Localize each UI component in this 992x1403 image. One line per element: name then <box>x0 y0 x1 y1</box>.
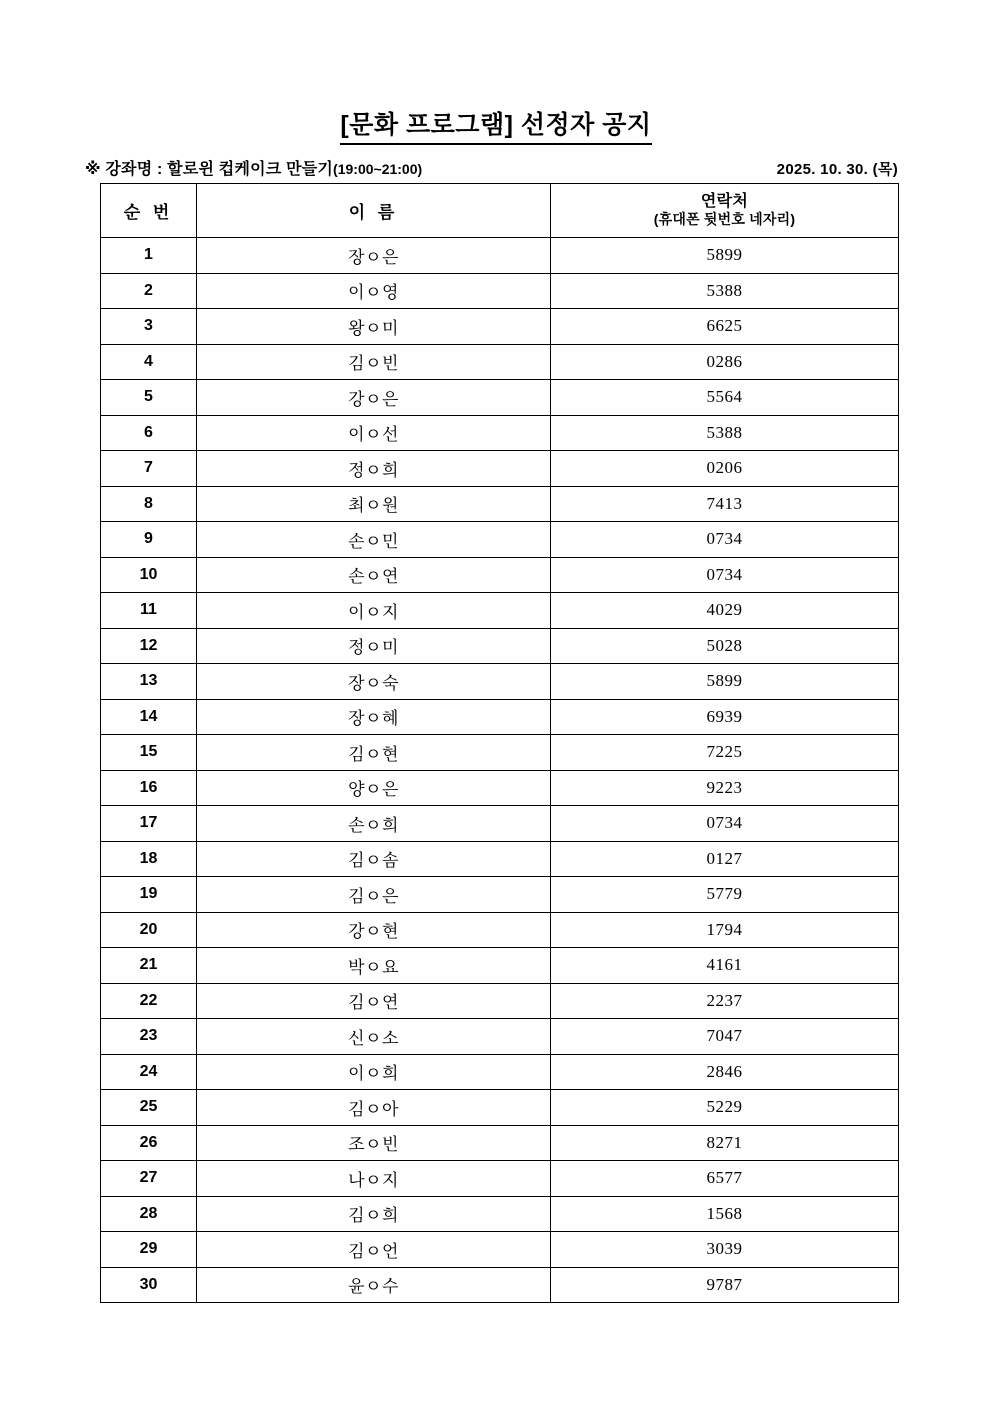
cell-name: 장ㅇ혜 <box>197 699 551 735</box>
cell-no: 24 <box>101 1054 197 1090</box>
table-row <box>101 273 899 309</box>
cell-no: 16 <box>101 770 197 806</box>
table-row <box>101 735 899 771</box>
cell-no: 7 <box>101 451 197 487</box>
cell-no: 13 <box>101 664 197 700</box>
cell-phone: 6939 <box>551 699 899 735</box>
course-name-label: ※ 강좌명 : 할로윈 컵케이크 만들기 <box>85 161 334 178</box>
table-row <box>101 451 899 487</box>
cell-phone: 4161 <box>551 948 899 984</box>
cell-name: 김ㅇ현 <box>197 735 551 771</box>
cell-phone: 0286 <box>551 344 899 380</box>
cell-phone: 0127 <box>551 841 899 877</box>
table-row <box>101 415 899 451</box>
cell-name: 이ㅇ지 <box>197 593 551 629</box>
table-row <box>101 1196 899 1232</box>
cell-name: 최ㅇ원 <box>197 486 551 522</box>
table-row <box>101 664 899 700</box>
selected-participants-table <box>100 183 899 1303</box>
cell-name: 김ㅇ연 <box>197 983 551 1019</box>
cell-phone: 5028 <box>551 628 899 664</box>
column-header-name: 이 름 <box>197 184 551 238</box>
table-row <box>101 1054 899 1090</box>
cell-no: 9 <box>101 522 197 558</box>
cell-no: 30 <box>101 1267 197 1303</box>
table-row <box>101 238 899 274</box>
cell-no: 4 <box>101 344 197 380</box>
table-row <box>101 948 899 984</box>
cell-no: 18 <box>101 841 197 877</box>
table-row <box>101 1161 899 1197</box>
cell-name: 윤ㅇ수 <box>197 1267 551 1303</box>
cell-no: 2 <box>101 273 197 309</box>
cell-name: 이ㅇ선 <box>197 415 551 451</box>
cell-name: 양ㅇ은 <box>197 770 551 806</box>
table-row <box>101 770 899 806</box>
cell-phone: 5388 <box>551 415 899 451</box>
cell-name: 박ㅇ요 <box>197 948 551 984</box>
cell-phone: 2237 <box>551 983 899 1019</box>
table-row <box>101 1125 899 1161</box>
cell-no: 28 <box>101 1196 197 1232</box>
column-header-no: 순 번 <box>101 184 197 238</box>
cell-name: 정ㅇ미 <box>197 628 551 664</box>
table-row <box>101 628 899 664</box>
cell-no: 27 <box>101 1161 197 1197</box>
cell-phone: 8271 <box>551 1125 899 1161</box>
cell-no: 10 <box>101 557 197 593</box>
cell-name: 손ㅇ민 <box>197 522 551 558</box>
cell-no: 3 <box>101 309 197 345</box>
page-title <box>0 110 992 145</box>
cell-name: 손ㅇ희 <box>197 806 551 842</box>
cell-name: 장ㅇ은 <box>197 238 551 274</box>
table-row <box>101 309 899 345</box>
table-row <box>101 983 899 1019</box>
cell-name: 강ㅇ은 <box>197 380 551 416</box>
page-title-text: [문화 프로그램] 선정자 공지 <box>340 110 651 145</box>
cell-phone: 6625 <box>551 309 899 345</box>
cell-phone: 7225 <box>551 735 899 771</box>
cell-no: 8 <box>101 486 197 522</box>
table-row <box>101 877 899 913</box>
table-row <box>101 1019 899 1055</box>
table-row <box>101 344 899 380</box>
cell-phone: 5779 <box>551 877 899 913</box>
cell-phone: 2846 <box>551 1054 899 1090</box>
table-row <box>101 806 899 842</box>
cell-no: 25 <box>101 1090 197 1126</box>
subtitle-row <box>85 156 898 179</box>
cell-no: 19 <box>101 877 197 913</box>
cell-phone: 7413 <box>551 486 899 522</box>
cell-phone: 1568 <box>551 1196 899 1232</box>
cell-name: 김ㅇ은 <box>197 877 551 913</box>
cell-phone: 6577 <box>551 1161 899 1197</box>
course-info <box>85 156 422 179</box>
column-header-phone-main: 연락처 <box>700 192 749 210</box>
cell-phone: 7047 <box>551 1019 899 1055</box>
cell-phone: 5229 <box>551 1090 899 1126</box>
table-row <box>101 557 899 593</box>
cell-no: 26 <box>101 1125 197 1161</box>
cell-phone: 5564 <box>551 380 899 416</box>
cell-name: 강ㅇ현 <box>197 912 551 948</box>
cell-no: 23 <box>101 1019 197 1055</box>
cell-phone: 5899 <box>551 238 899 274</box>
table-body <box>101 238 899 1303</box>
cell-name: 왕ㅇ미 <box>197 309 551 345</box>
table-row <box>101 522 899 558</box>
cell-no: 6 <box>101 415 197 451</box>
cell-phone: 5899 <box>551 664 899 700</box>
table-row <box>101 486 899 522</box>
cell-phone: 9223 <box>551 770 899 806</box>
table-row <box>101 912 899 948</box>
cell-phone: 5388 <box>551 273 899 309</box>
cell-phone: 4029 <box>551 593 899 629</box>
cell-name: 장ㅇ숙 <box>197 664 551 700</box>
cell-name: 김ㅇ솜 <box>197 841 551 877</box>
cell-no: 1 <box>101 238 197 274</box>
cell-name: 이ㅇ희 <box>197 1054 551 1090</box>
cell-no: 14 <box>101 699 197 735</box>
table-row <box>101 1232 899 1268</box>
cell-no: 15 <box>101 735 197 771</box>
cell-name: 손ㅇ연 <box>197 557 551 593</box>
cell-name: 김ㅇ희 <box>197 1196 551 1232</box>
cell-name: 김ㅇ언 <box>197 1232 551 1268</box>
cell-no: 21 <box>101 948 197 984</box>
notice-date: 2025. 10. 30. (목) <box>776 161 898 178</box>
cell-name: 정ㅇ희 <box>197 451 551 487</box>
cell-phone: 9787 <box>551 1267 899 1303</box>
cell-no: 20 <box>101 912 197 948</box>
cell-name: 조ㅇ빈 <box>197 1125 551 1161</box>
cell-no: 11 <box>101 593 197 629</box>
column-header-phone-sub: (휴대폰 뒷번호 네자리) <box>653 211 796 228</box>
cell-name: 나ㅇ지 <box>197 1161 551 1197</box>
table-row <box>101 841 899 877</box>
cell-phone: 1794 <box>551 912 899 948</box>
cell-phone: 3039 <box>551 1232 899 1268</box>
cell-no: 12 <box>101 628 197 664</box>
cell-no: 5 <box>101 380 197 416</box>
table-row <box>101 1090 899 1126</box>
cell-name: 신ㅇ소 <box>197 1019 551 1055</box>
table-row <box>101 593 899 629</box>
cell-phone: 0734 <box>551 557 899 593</box>
cell-phone: 0206 <box>551 451 899 487</box>
cell-name: 이ㅇ영 <box>197 273 551 309</box>
course-time: (19:00~21:00) <box>333 161 423 177</box>
cell-no: 29 <box>101 1232 197 1268</box>
table-header <box>101 184 899 238</box>
cell-no: 22 <box>101 983 197 1019</box>
cell-phone: 0734 <box>551 522 899 558</box>
cell-phone: 0734 <box>551 806 899 842</box>
table-row <box>101 380 899 416</box>
table-row <box>101 1267 899 1303</box>
table-row <box>101 699 899 735</box>
cell-name: 김ㅇ아 <box>197 1090 551 1126</box>
table-header-row <box>101 184 899 238</box>
column-header-phone <box>551 184 899 238</box>
cell-no: 17 <box>101 806 197 842</box>
cell-name: 김ㅇ빈 <box>197 344 551 380</box>
